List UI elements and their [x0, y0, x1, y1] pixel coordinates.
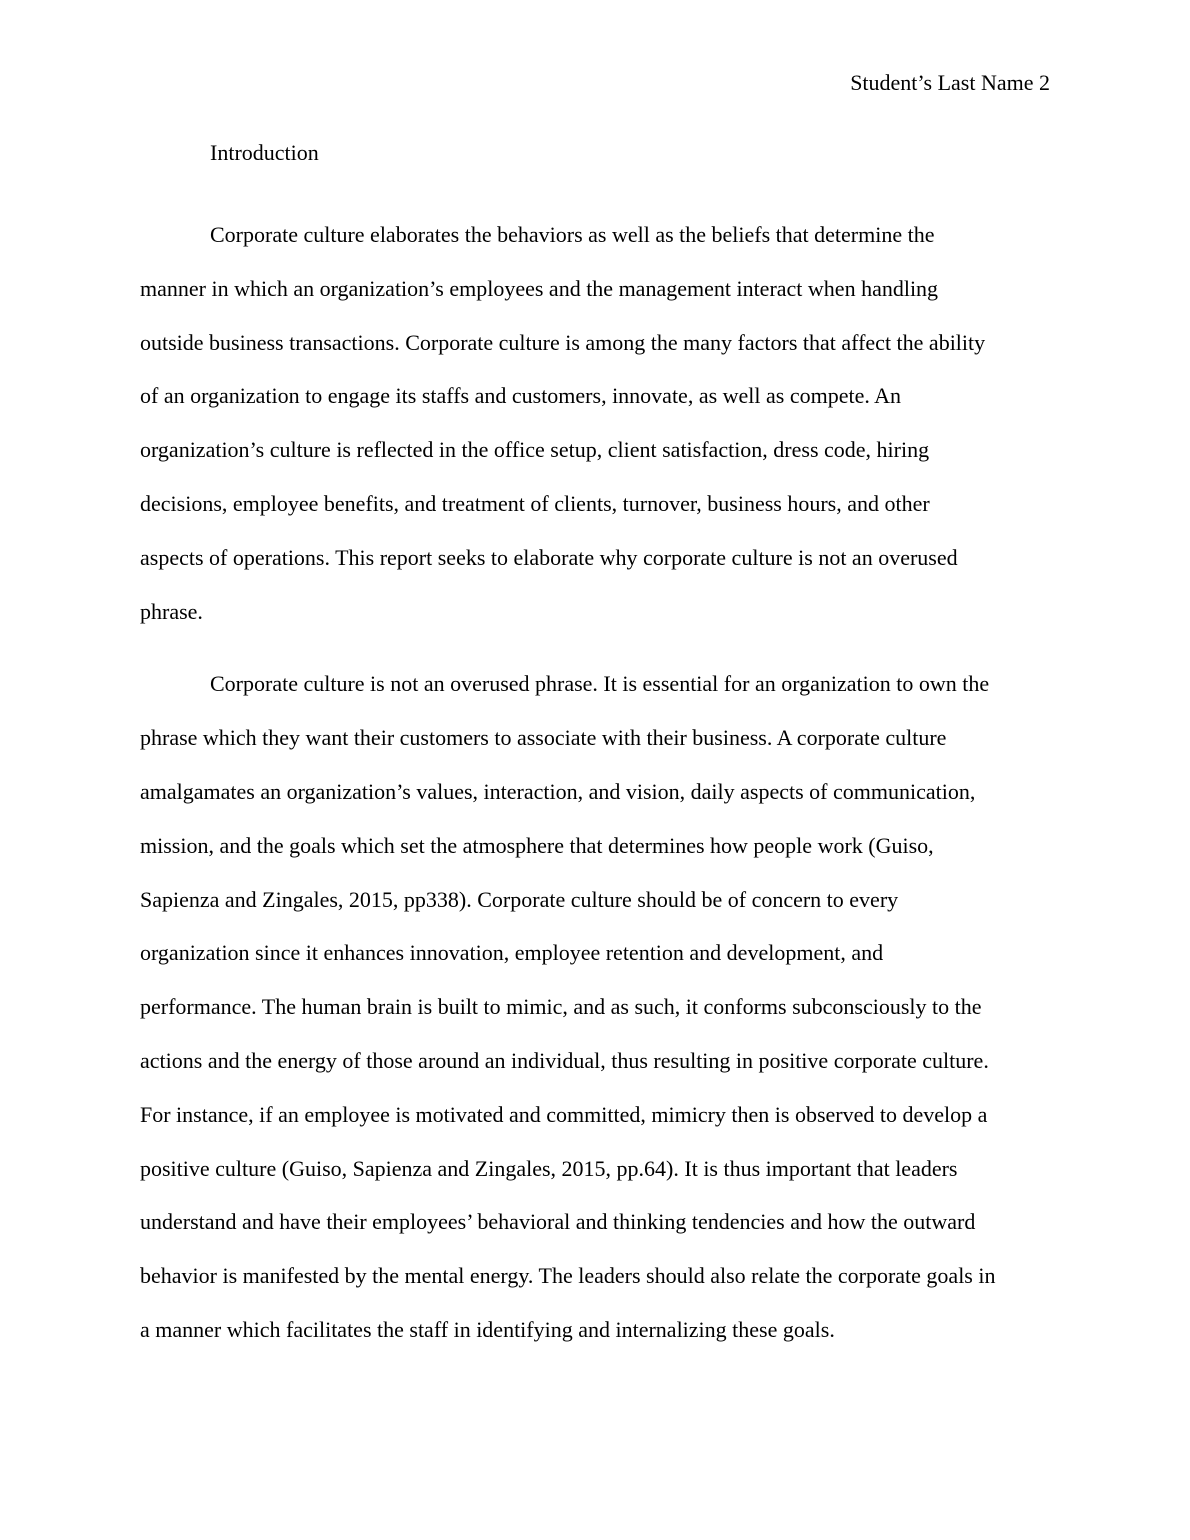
paragraph-line: organization’s culture is reflected in the office setup, client satisfaction, dress code, hiring [140, 437, 930, 463]
running-head: Student’s Last Name 2 [850, 70, 1050, 95]
paragraph-line: phrase which they want their customers to associate with their business. A corporate culture [140, 725, 947, 751]
paragraph-line: aspects of operations. This report seeks to elaborate why corporate culture is not an overused [140, 544, 958, 570]
paragraph-line: manner in which an organization’s employees and the management interact when handling [140, 275, 939, 301]
paragraph-line: amalgamates an organization’s values, interaction, and vision, daily aspects of communication, [140, 778, 976, 804]
paragraph-line: actions and the energy of those around an individual, thus resulting in positive corporate culture. [140, 1047, 989, 1073]
document-body [140, 138, 1052, 1357]
paragraph-line: mission, and the goals which set the atmosphere that determines how people work (Guiso, [140, 832, 934, 858]
paragraph-line: behavior is manifested by the mental energy. The leaders should also relate the corporate goals in [140, 1263, 996, 1289]
paragraph-1 [140, 208, 1052, 638]
section-heading: Introduction [210, 140, 319, 165]
paragraph-line: decisions, employee benefits, and treatment of clients, turnover, business hours, and other [140, 490, 930, 516]
paragraph-line: understand and have their employees’ behavioral and thinking tendencies and how the outward [140, 1209, 976, 1235]
paragraph-line: a manner which facilitates the staff in identifying and internalizing these goals. [140, 1316, 835, 1342]
paragraph-line: positive culture (Guiso, Sapienza and Zingales, 2015, pp.64). It is thus important that leaders [140, 1155, 958, 1181]
paragraph-line: performance. The human brain is built to mimic, and as such, it conforms subconsciously to the [140, 994, 982, 1020]
paragraph-line: organization since it enhances innovation, employee retention and development, and [140, 940, 884, 966]
paragraph-line: phrase. [140, 598, 203, 624]
paragraph-line: outside business transactions. Corporate culture is among the many factors that affect the ability [140, 329, 986, 355]
paragraph-line: For instance, if an employee is motivated and committed, mimicry then is observed to develop a [140, 1101, 988, 1127]
paragraph-line: Corporate culture elaborates the behaviors as well as the beliefs that determine the [210, 222, 935, 247]
paragraph-line: Sapienza and Zingales, 2015, pp338). Corporate culture should be of concern to every [140, 886, 899, 912]
paragraph-line: of an organization to engage its staffs and customers, innovate, as well as compete. An [140, 383, 902, 409]
paragraph-line: Corporate culture is not an overused phrase. It is essential for an organization to own the [210, 671, 990, 697]
paragraph-2 [140, 657, 1052, 1356]
